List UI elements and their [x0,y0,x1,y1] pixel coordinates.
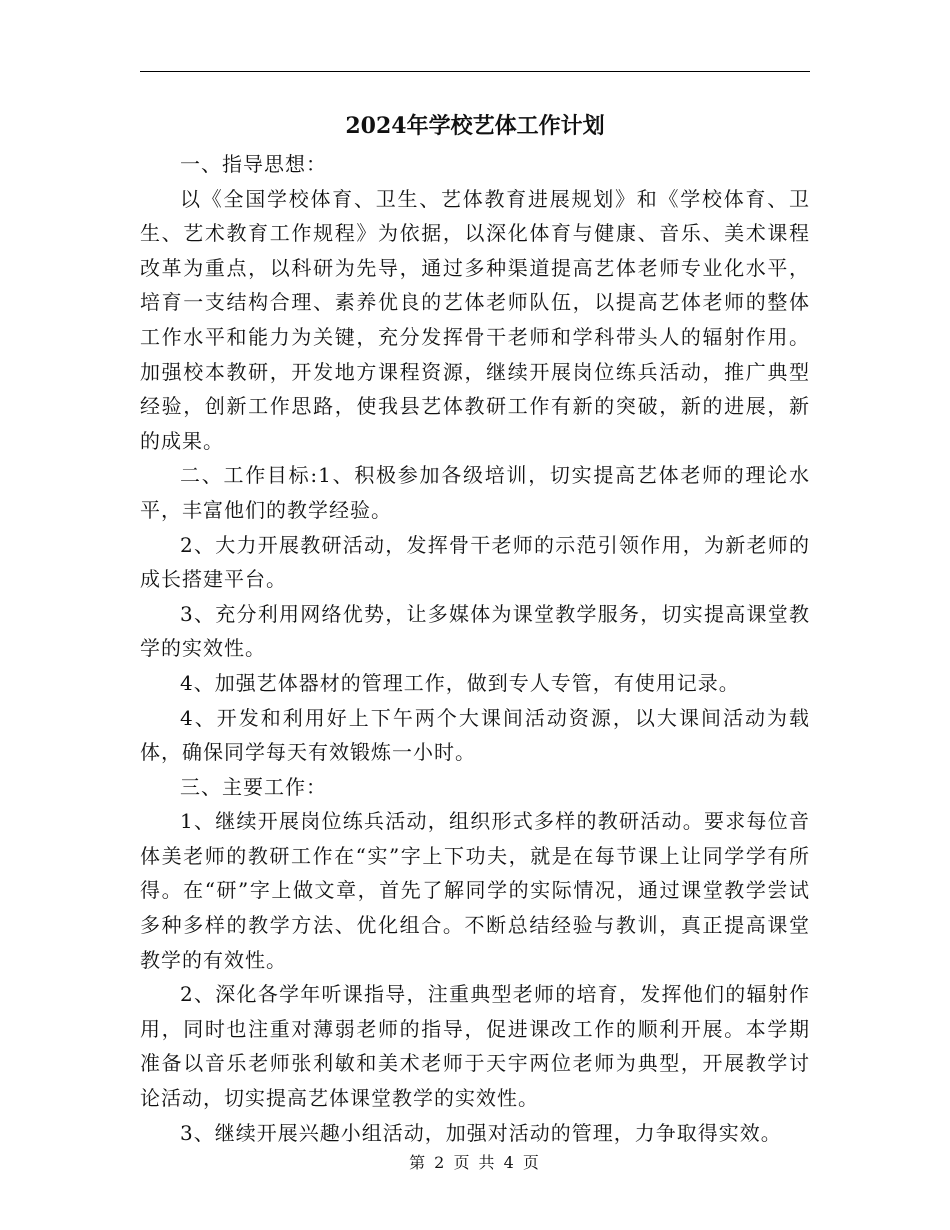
paragraph-work-goal-1: 二、工作目标:1、积极参加各级培训，切实提高艺体老师的理论水平，丰富他们的教学经验。 [140,463,810,522]
document-title: 2024年学校艺体工作计划 [345,113,605,139]
paragraph-work-goal-4a: 4、加强艺体器材的管理工作，做到专人专管，有使用记录。 [180,670,740,695]
header-rule [140,71,810,72]
paragraph-work-goal-3: 3、充分利用网络优势，让多媒体为课堂教学服务，切实提高课堂教学的实效性。 [140,601,810,661]
document-body [140,147,810,1150]
heading-main-work: 三、主要工作： [180,774,327,799]
paragraph-main-work-2: 2、深化各学年听课指导，注重典型老师的培育，发挥他们的辐射作用，同时也注重对薄弱老师的指导，促进课改工作的顺利开展。本学期准备以音乐老师张利敏和美术老师于天宇两位老师为典型，开展教学讨论活动，切实提高艺体课堂教学的实效性。 [140,982,810,1111]
paragraph-main-work-1: 1、继续开展岗位练兵活动，组织形式多样的教研活动。要求每位音体美老师的教研工作在“实”字上下功夫，就是在每节课上让同学学有所得。在“研”字上做文章，首先了解同学的实际情况，通过课堂教学尝试多种多样的教学方法、优化组合。不断总结经验与教训，真正提高课堂教学的有效性。 [140,809,810,972]
paragraph-main-work-3: 3、继续开展兴趣小组活动，加强对活动的管理，力争取得实效。 [180,1120,782,1145]
paragraph-work-goal-2: 2、大力开展教研活动，发挥骨干老师的示范引领作用，为新老师的成长搭建平台。 [140,532,810,592]
paragraph-guiding-ideology: 以《全国学校体育、卫生、艺体教育进展规划》和《学校体育、卫生、艺术教育工作规程》为依据，以深化体育与健康、音乐、美术课程改革为重点，以科研为先导，通过多种渠道提高艺体老师专业化水平，培育一支结构合理、素养优良的艺体老师队伍，以提高艺体老师的整体工作水平和能力为关键，充分发挥骨干老师和学科带头人的辐射作用。加强校本教研，开发地方课程资源，继续开展岗位练兵活动，推广典型经验，创新工作思路，使我县艺体教研工作有新的突破，新的进展，新的成果。 [140,186,810,453]
heading-guiding-ideology: 一、指导思想： [180,152,327,176]
page-number: 第 2 页 共 4 页 [409,1153,541,1172]
paragraph-work-goal-4b: 4、开发和利用好上下午两个大课间活动资源，以大课间活动为载体，确保同学每天有效锻炼一小时。 [140,705,810,765]
